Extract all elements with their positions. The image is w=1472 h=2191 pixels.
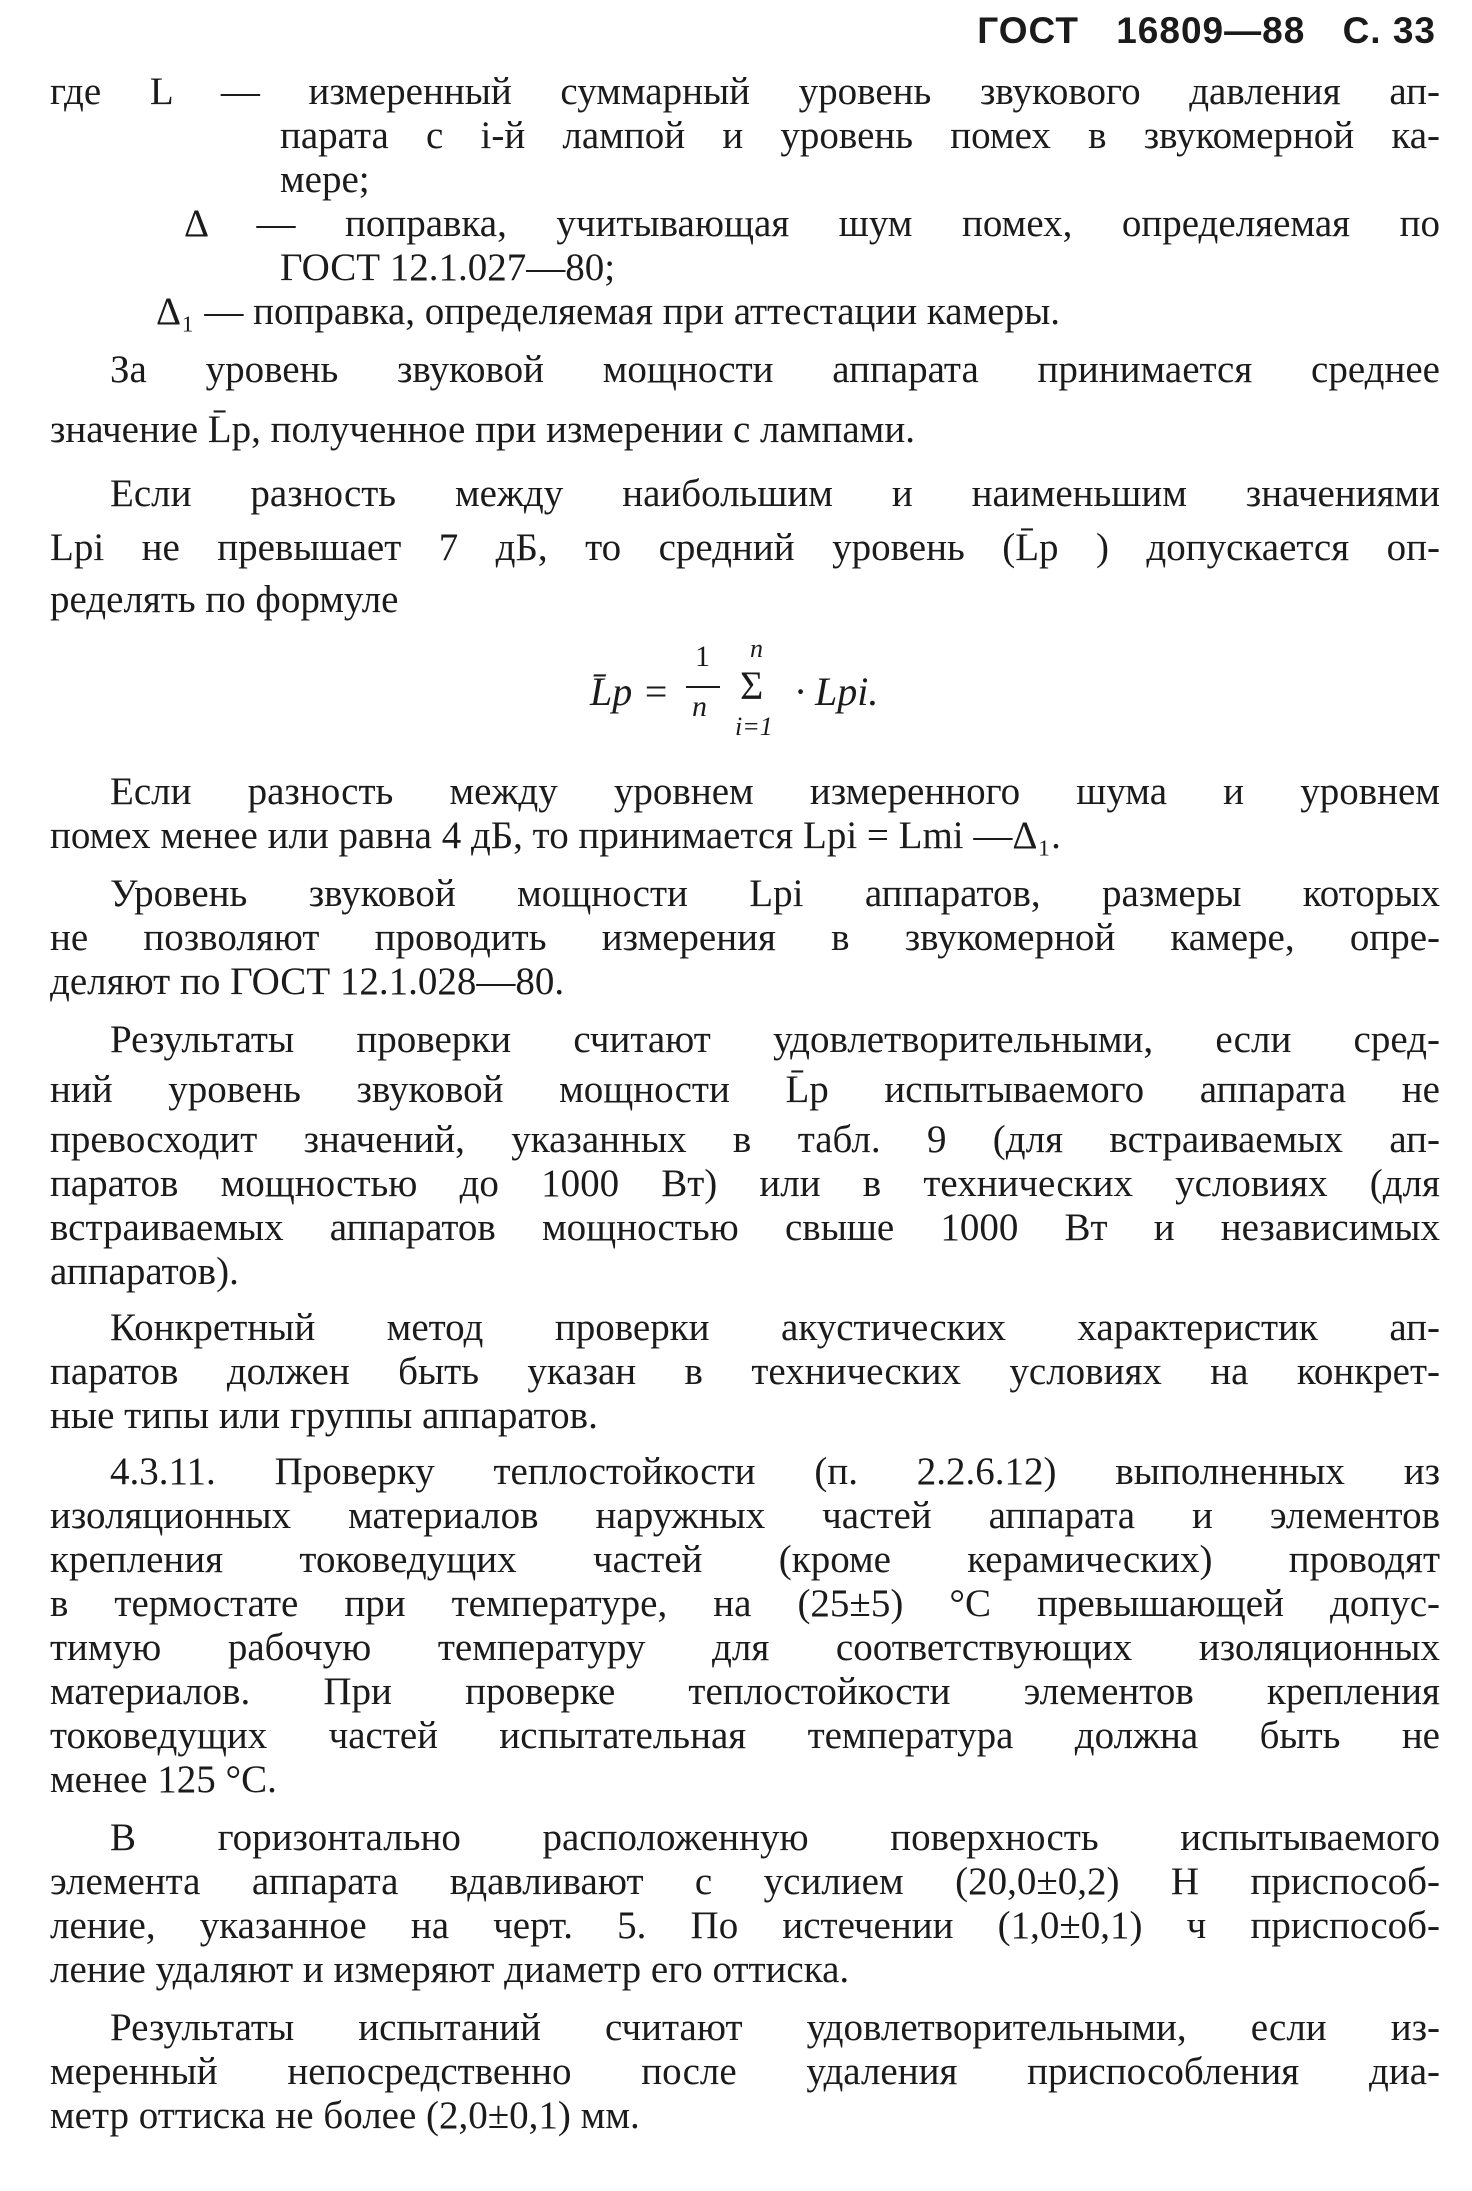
- page-header: [951, 10, 1436, 52]
- text-line: паратов мощностью до 1000 Вт) или в технических условиях (для: [50, 1162, 1440, 1205]
- text-line: материалов. При проверке теплостойкости элементов крепления: [50, 1670, 1440, 1713]
- formula-denominator: n: [692, 690, 707, 723]
- text-line: В горизонтально расположенную поверхность испытываемого: [110, 1816, 1440, 1859]
- text-line: Результаты проверки считают удовлетворительными, если сред-: [110, 1018, 1440, 1061]
- text-line: помех менее или равна 4 дБ, то принимается Lpi = Lmi —Δ₁.: [50, 814, 1061, 857]
- text-line: встраиваемых аппаратов мощностью свыше 1000 Вт и независимых: [50, 1206, 1440, 1249]
- text-line: ределять по формуле: [50, 578, 399, 621]
- mean-level-formula: [590, 634, 990, 750]
- text-line: изоляционных материалов наружных частей аппарата и элементов: [50, 1494, 1440, 1537]
- text-line: ление, указанное на черт. 5. По истечении (1,0±0,1) ч приспособ-: [50, 1904, 1440, 1947]
- text-line: значение L̄p, полученное при измерении с лампами.: [50, 408, 915, 451]
- header-standard: ГОСТ: [977, 10, 1079, 51]
- text-line: За уровень звуковой мощности аппарата принимается среднее: [110, 348, 1440, 391]
- text-line: не позволяют проводить измерения в звукомерной камере, опре-: [50, 916, 1440, 959]
- sum-lower-limit: i=1: [735, 712, 773, 741]
- text-line: элемента аппарата вдавливают с усилием (20,0±0,2) Н приспособ-: [50, 1860, 1440, 1903]
- text-line: Lpi не превышает 7 дБ, то средний уровень (L̄p ) допускается оп-: [50, 526, 1440, 569]
- text-line: превосходит значений, указанных в табл. 9 (для встраиваемых ап-: [50, 1118, 1440, 1161]
- text-line: ний уровень звуковой мощности L̄p испытываемого аппарата не: [50, 1068, 1440, 1111]
- fraction-bar: [686, 686, 720, 688]
- text-line: менее 125 °С.: [50, 1758, 277, 1801]
- formula-numerator: 1: [695, 640, 710, 673]
- sum-symbol: Σ: [740, 663, 764, 708]
- text-line: Если разность между уровнем измеренного шума и уровнем: [110, 770, 1440, 813]
- text-line: токоведущих частей испытательная температура должна быть не: [50, 1714, 1440, 1757]
- text-line: аппаратов).: [50, 1250, 239, 1293]
- sum-upper-limit: n: [750, 634, 763, 663]
- text-line: мере;: [280, 158, 370, 201]
- text-line: где L — измеренный суммарный уровень звукового давления ап-: [50, 70, 1440, 113]
- text-line: 4.3.11. Проверку теплостойкости (п. 2.2.6.12) выполненных из: [110, 1450, 1440, 1493]
- text-line: Δ₁ — поправка, определяемая при аттестации камеры.: [156, 290, 1061, 333]
- formula-lhs: L̄p =: [590, 669, 670, 714]
- text-line: меренный непосредственно после удаления приспособления диа-: [50, 2050, 1440, 2093]
- text-line: Если разность между наибольшим и наименьшим значениями: [110, 472, 1440, 515]
- header-page: С. 33: [1342, 10, 1436, 51]
- text-line: Конкретный метод проверки акустических характеристик ап-: [110, 1306, 1440, 1349]
- header-number: 16809—88: [1116, 10, 1306, 51]
- text-line: крепления токоведущих частей (кроме керамических) проводят: [50, 1538, 1440, 1581]
- text-line: ные типы или группы аппаратов.: [50, 1394, 598, 1437]
- text-line: тимую рабочую температуру для соответствующих изоляционных: [50, 1626, 1440, 1669]
- text-line: Уровень звуковой мощности Lpi аппаратов, размеры которых: [110, 872, 1440, 915]
- text-line: Результаты испытаний считают удовлетворительными, если из-: [110, 2006, 1440, 2049]
- text-line: ление удаляют и измеряют диаметр его оттиска.: [50, 1948, 850, 1991]
- text-line: парата с i-й лампой и уровень помех в звукомерной ка-: [280, 114, 1440, 157]
- text-line: деляют по ГОСТ 12.1.028—80.: [50, 960, 565, 1003]
- text-line: паратов должен быть указан в технических условиях на конкрет-: [50, 1350, 1440, 1393]
- text-line: в термостате при температуре, на (25±5) °С превышающей допус-: [50, 1582, 1440, 1625]
- text-line: ГОСТ 12.1.027—80;: [280, 246, 616, 289]
- formula-rhs: · Lpi.: [795, 669, 879, 714]
- text-line: метр оттиска не более (2,0±0,1) мм.: [50, 2094, 640, 2137]
- text-line: Δ — поправка, учитывающая шум помех, определяемая по: [184, 202, 1440, 245]
